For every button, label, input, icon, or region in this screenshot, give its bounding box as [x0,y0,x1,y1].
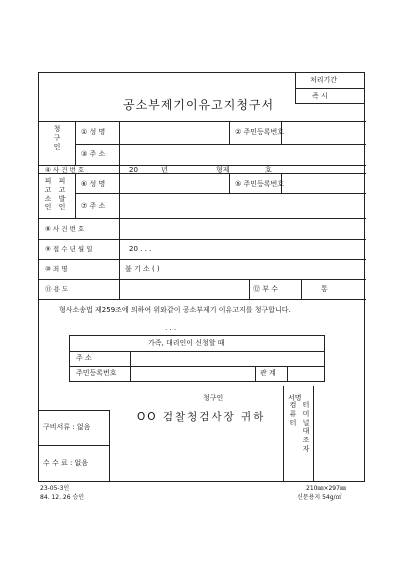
agent-rrn-label: 주민등록번호 [76,369,117,377]
computer-box-label: 컴 퓨 터 [289,401,297,427]
form-title: 공소부제기이유고지청구서 [123,98,275,112]
footer-size: 210㎜×297㎜ [306,485,346,492]
agent-relation-field[interactable] [288,367,323,380]
agent-relation-label: 관 계 [260,369,276,377]
purpose-field[interactable] [120,280,248,298]
case-no-year-prefix: 20 [129,166,138,174]
footer-code: 23-05-3인 [40,485,70,492]
claimant-address-label: ③ 주 소 [81,150,106,158]
case-no2-field[interactable] [120,219,364,238]
case-no-label: ④ 사 건 번 호 [45,166,85,174]
case-no-unit: 호 [265,166,272,174]
case-no-year-unit: 년 [161,166,168,174]
copies-label: ⑫ 부 수 [253,285,278,293]
docs-label: 구비서류 : 없음 [43,423,91,431]
signature-claimant-label: 청구인 [203,394,224,402]
agent-heading: 가족, 대리인이 신청할 때 [148,339,225,347]
recipient-text: OO 검찰청검사장 귀하 [137,411,266,423]
charge-label: ⑩ 죄 명 [45,265,68,273]
agent-address-field[interactable] [131,352,323,365]
victim-address-field[interactable] [120,194,364,217]
claimant-rrn-label: ② 주민등록번호 [235,128,285,136]
agent-table [69,335,325,382]
case-no-type: 형제 [216,166,230,174]
charge-value: 불 기 소 ( ) [125,265,160,273]
claimant-rrn-field[interactable] [282,122,364,143]
victim-group-label: 피 고 소 인 [44,177,52,212]
victim-address-label: ⑦ 주 소 [81,202,106,210]
footer-approval: 84. 12. 26 승인 [40,494,85,501]
victim-group-label-2: 피 고 발 인 [58,177,66,212]
victim-rrn-label: ⑤ 주민등록번호 [235,180,285,188]
agent-address-label: 주 소 [76,354,92,362]
case-no2-label: ⑧ 사 건 번 호 [45,225,85,233]
processing-period-label: 처리기간 [310,76,338,84]
claimant-name-field[interactable] [120,122,228,143]
statement-text: 형사소송법 제259조에 의하여 위와같이 공소부제기 이유고지를 청구합니다. [59,306,291,314]
processing-period-value: 즉 시 [312,92,328,100]
purpose-label: ⑪ 용 도 [45,285,69,293]
fee-label: 수 수 료 : 없음 [43,459,89,467]
received-label: ⑨ 접 수 년 월 일 [45,245,93,253]
claimant-address-field[interactable] [120,145,364,164]
received-value: 20 . . . [129,245,152,253]
claimant-group-label: 청 구 인 [53,125,61,151]
footer-paper: 신문용지 54g/㎡ [297,494,342,501]
date-line: . . . [165,324,177,332]
claimant-name-label: ① 성 명 [81,128,106,136]
computer-box-label-b: 터 미 널 대 조 자 [302,401,310,453]
victim-name-field[interactable] [120,174,228,192]
copies-unit: 통 [321,285,328,293]
form-frame [38,72,365,482]
victim-name-label: ⑥ 성 명 [81,180,106,188]
agent-rrn-field[interactable] [131,367,254,380]
signature-sign-label[interactable]: 서명 [288,394,302,402]
victim-rrn-field[interactable] [282,174,364,192]
